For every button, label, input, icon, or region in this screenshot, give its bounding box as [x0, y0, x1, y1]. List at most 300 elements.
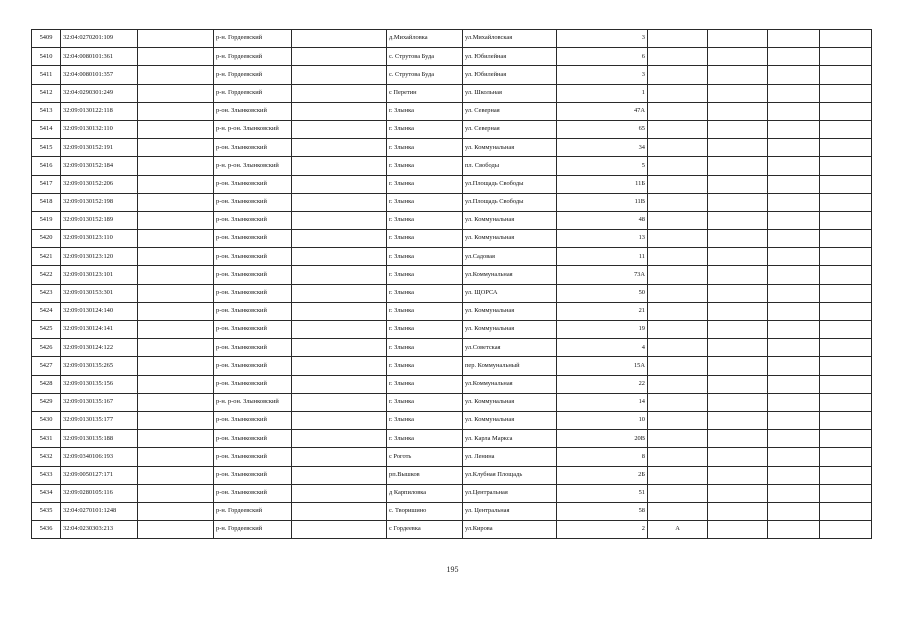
district-cell: р-он. Злынковский: [214, 211, 292, 229]
table-row: [32, 321, 872, 339]
district-cell: р-н. Гордеевский: [214, 48, 292, 66]
empty-cell: [292, 284, 387, 302]
building-letter-cell: [648, 120, 708, 138]
building-letter-cell: [648, 175, 708, 193]
cadastral-number-cell: 32:09:0130135:156: [61, 375, 138, 393]
cadastral-number-cell: 32:09:0130135:188: [61, 430, 138, 448]
empty-cell: [708, 102, 768, 120]
row-number-cell: 5434: [32, 484, 61, 502]
street-cell: ул. Коммунальная: [463, 321, 557, 339]
empty-cell: [820, 411, 872, 429]
cadastral-number-cell: 32:09:0280105:116: [61, 484, 138, 502]
locality-cell: с. Струтова Буда: [387, 48, 463, 66]
empty-cell: [138, 66, 214, 84]
registry-sheet: [31, 29, 871, 539]
empty-cell: [708, 48, 768, 66]
empty-cell: [292, 357, 387, 375]
empty-cell: [820, 230, 872, 248]
empty-cell: [708, 193, 768, 211]
row-number-cell: 5423: [32, 284, 61, 302]
table-row: [32, 193, 872, 211]
empty-cell: [820, 193, 872, 211]
empty-cell: [292, 248, 387, 266]
district-cell: р-он. Злынковский: [214, 248, 292, 266]
empty-cell: [292, 448, 387, 466]
row-number-cell: 5414: [32, 120, 61, 138]
row-number-cell: 5421: [32, 248, 61, 266]
row-number-cell: 5432: [32, 448, 61, 466]
empty-cell: [768, 48, 820, 66]
empty-cell: [768, 484, 820, 502]
empty-cell: [768, 284, 820, 302]
building-letter-cell: А: [648, 521, 708, 539]
empty-cell: [138, 139, 214, 157]
cadastral-number-cell: 32:09:0130122:118: [61, 102, 138, 120]
district-cell: р-он. Злынковский: [214, 102, 292, 120]
empty-cell: [708, 393, 768, 411]
empty-cell: [820, 466, 872, 484]
empty-cell: [820, 120, 872, 138]
cadastral-number-cell: 32:09:0130132:110: [61, 120, 138, 138]
empty-cell: [292, 30, 387, 48]
empty-cell: [768, 66, 820, 84]
empty-cell: [708, 484, 768, 502]
house-number-cell: 73А: [557, 266, 648, 284]
row-number-cell: 5424: [32, 302, 61, 320]
house-number-cell: 6: [557, 48, 648, 66]
district-cell: р-н. Гордеевский: [214, 66, 292, 84]
empty-cell: [138, 248, 214, 266]
empty-cell: [768, 448, 820, 466]
empty-cell: [708, 357, 768, 375]
empty-cell: [768, 375, 820, 393]
empty-cell: [768, 339, 820, 357]
table-row: [32, 430, 872, 448]
cadastral-number-cell: 32:04:0230303:213: [61, 521, 138, 539]
district-cell: р-он. Злынковский: [214, 175, 292, 193]
empty-cell: [138, 266, 214, 284]
empty-cell: [138, 321, 214, 339]
table-row: [32, 175, 872, 193]
building-letter-cell: [648, 393, 708, 411]
locality-cell: г. Злынка: [387, 230, 463, 248]
house-number-cell: 2: [557, 521, 648, 539]
empty-cell: [820, 211, 872, 229]
locality-cell: г. Злынка: [387, 321, 463, 339]
house-number-cell: 11Б: [557, 175, 648, 193]
table-row: [32, 48, 872, 66]
empty-cell: [292, 230, 387, 248]
empty-cell: [820, 157, 872, 175]
empty-cell: [768, 230, 820, 248]
district-cell: р-н. Гордеевский: [214, 30, 292, 48]
empty-cell: [292, 375, 387, 393]
empty-cell: [292, 430, 387, 448]
house-number-cell: 58: [557, 502, 648, 520]
empty-cell: [820, 139, 872, 157]
building-letter-cell: [648, 357, 708, 375]
row-number-cell: 5411: [32, 66, 61, 84]
row-number-cell: 5410: [32, 48, 61, 66]
locality-cell: г. Злынка: [387, 175, 463, 193]
empty-cell: [292, 139, 387, 157]
empty-cell: [138, 230, 214, 248]
house-number-cell: 3: [557, 30, 648, 48]
empty-cell: [292, 120, 387, 138]
street-cell: ул. Юбилейная: [463, 66, 557, 84]
locality-cell: г. Злынка: [387, 302, 463, 320]
locality-cell: г. Злынка: [387, 102, 463, 120]
row-number-cell: 5431: [32, 430, 61, 448]
table-row: [32, 302, 872, 320]
building-letter-cell: [648, 266, 708, 284]
empty-cell: [292, 48, 387, 66]
empty-cell: [820, 339, 872, 357]
district-cell: р-он. Злынковский: [214, 357, 292, 375]
row-number-cell: 5425: [32, 321, 61, 339]
table-row: [32, 466, 872, 484]
cadastral-number-cell: 32:09:0130152:191: [61, 139, 138, 157]
locality-cell: г. Злынка: [387, 193, 463, 211]
building-letter-cell: [648, 139, 708, 157]
empty-cell: [292, 466, 387, 484]
empty-cell: [768, 157, 820, 175]
building-letter-cell: [648, 66, 708, 84]
building-letter-cell: [648, 448, 708, 466]
table-row: [32, 211, 872, 229]
table-row: [32, 248, 872, 266]
table-row: [32, 102, 872, 120]
street-cell: пл. Свободы: [463, 157, 557, 175]
house-number-cell: 47А: [557, 102, 648, 120]
table-row: [32, 284, 872, 302]
empty-cell: [820, 175, 872, 193]
table-row: [32, 266, 872, 284]
empty-cell: [820, 102, 872, 120]
street-cell: ул. Карла Маркса: [463, 430, 557, 448]
street-cell: ул.Михайловская: [463, 30, 557, 48]
empty-cell: [138, 339, 214, 357]
empty-cell: [768, 430, 820, 448]
row-number-cell: 5427: [32, 357, 61, 375]
empty-cell: [138, 30, 214, 48]
locality-cell: с. Творишино: [387, 502, 463, 520]
house-number-cell: 4: [557, 339, 648, 357]
house-number-cell: 5: [557, 157, 648, 175]
building-letter-cell: [648, 484, 708, 502]
district-cell: р-н. р-он. Злынковский: [214, 120, 292, 138]
street-cell: ул. Коммунальная: [463, 211, 557, 229]
house-number-cell: 14: [557, 393, 648, 411]
street-cell: ул. Коммунальная: [463, 411, 557, 429]
building-letter-cell: [648, 193, 708, 211]
empty-cell: [768, 102, 820, 120]
house-number-cell: 1: [557, 84, 648, 102]
table-row: [32, 30, 872, 48]
table-row: [32, 393, 872, 411]
table-row: [32, 66, 872, 84]
empty-cell: [820, 248, 872, 266]
locality-cell: г. Злынка: [387, 411, 463, 429]
street-cell: ул.Советская: [463, 339, 557, 357]
locality-cell: г. Злынка: [387, 375, 463, 393]
empty-cell: [138, 375, 214, 393]
cadastral-number-cell: 32:09:0130123:110: [61, 230, 138, 248]
house-number-cell: 50: [557, 284, 648, 302]
table-row: [32, 448, 872, 466]
empty-cell: [768, 30, 820, 48]
empty-cell: [820, 448, 872, 466]
street-cell: ул. Центральная: [463, 502, 557, 520]
street-cell: ул.Садовая: [463, 248, 557, 266]
table-row: [32, 411, 872, 429]
locality-cell: г. Злынка: [387, 393, 463, 411]
empty-cell: [820, 302, 872, 320]
row-number-cell: 5416: [32, 157, 61, 175]
empty-cell: [768, 321, 820, 339]
street-cell: ул. Коммунальная: [463, 139, 557, 157]
street-cell: ул.Кирова: [463, 521, 557, 539]
building-letter-cell: [648, 302, 708, 320]
district-cell: р-он. Злынковский: [214, 321, 292, 339]
street-cell: ул.Коммунальная: [463, 266, 557, 284]
empty-cell: [138, 411, 214, 429]
cadastral-number-cell: 32:09:0050127:171: [61, 466, 138, 484]
page-number: 195: [446, 565, 459, 574]
empty-cell: [708, 502, 768, 520]
house-number-cell: 19: [557, 321, 648, 339]
house-number-cell: 21: [557, 302, 648, 320]
locality-cell: с Гордеевка: [387, 521, 463, 539]
empty-cell: [292, 521, 387, 539]
empty-cell: [708, 248, 768, 266]
locality-cell: г. Злынка: [387, 430, 463, 448]
row-number-cell: 5435: [32, 502, 61, 520]
locality-cell: г. Злынка: [387, 120, 463, 138]
row-number-cell: 5413: [32, 102, 61, 120]
empty-cell: [292, 321, 387, 339]
empty-cell: [820, 30, 872, 48]
cadastral-number-cell: 32:04:0080101:361: [61, 48, 138, 66]
cadastral-number-cell: 32:09:0130152:206: [61, 175, 138, 193]
empty-cell: [768, 502, 820, 520]
empty-cell: [708, 66, 768, 84]
empty-cell: [138, 466, 214, 484]
empty-cell: [820, 66, 872, 84]
locality-cell: г. Злынка: [387, 211, 463, 229]
house-number-cell: 2Б: [557, 466, 648, 484]
street-cell: ул. Северная: [463, 102, 557, 120]
empty-cell: [820, 375, 872, 393]
cadastral-number-cell: 32:09:0130124:141: [61, 321, 138, 339]
empty-cell: [708, 302, 768, 320]
empty-cell: [768, 193, 820, 211]
cadastral-number-cell: 32:09:0130152:198: [61, 193, 138, 211]
building-letter-cell: [648, 48, 708, 66]
empty-cell: [708, 430, 768, 448]
table-row: [32, 484, 872, 502]
empty-cell: [708, 266, 768, 284]
empty-cell: [768, 211, 820, 229]
row-number-cell: 5415: [32, 139, 61, 157]
empty-cell: [138, 157, 214, 175]
empty-cell: [820, 430, 872, 448]
empty-cell: [768, 393, 820, 411]
table-row: [32, 375, 872, 393]
empty-cell: [138, 48, 214, 66]
row-number-cell: 5429: [32, 393, 61, 411]
empty-cell: [708, 284, 768, 302]
building-letter-cell: [648, 430, 708, 448]
table-row: [32, 502, 872, 520]
street-cell: ул. Школьная: [463, 84, 557, 102]
table-row: [32, 230, 872, 248]
district-cell: р-он. Злынковский: [214, 139, 292, 157]
building-letter-cell: [648, 102, 708, 120]
district-cell: р-н. Гордеевский: [214, 502, 292, 520]
house-number-cell: 48: [557, 211, 648, 229]
empty-cell: [820, 521, 872, 539]
building-letter-cell: [648, 211, 708, 229]
building-letter-cell: [648, 30, 708, 48]
empty-cell: [138, 302, 214, 320]
district-cell: р-он. Злынковский: [214, 484, 292, 502]
table-row: [32, 120, 872, 138]
cadastral-number-cell: 32:09:0130135:177: [61, 411, 138, 429]
district-cell: р-он. Злынковский: [214, 193, 292, 211]
locality-cell: г. Злынка: [387, 357, 463, 375]
cadastral-number-cell: 32:09:0130123:120: [61, 248, 138, 266]
row-number-cell: 5409: [32, 30, 61, 48]
empty-cell: [708, 466, 768, 484]
empty-cell: [292, 484, 387, 502]
empty-cell: [768, 521, 820, 539]
district-cell: р-он. Злынковский: [214, 284, 292, 302]
empty-cell: [820, 84, 872, 102]
empty-cell: [138, 448, 214, 466]
street-cell: ул. Северная: [463, 120, 557, 138]
locality-cell: с Роготь: [387, 448, 463, 466]
district-cell: р-он. Злынковский: [214, 466, 292, 484]
empty-cell: [768, 466, 820, 484]
street-cell: ул.Площадь Свободы: [463, 193, 557, 211]
empty-cell: [292, 193, 387, 211]
house-number-cell: 10: [557, 411, 648, 429]
empty-cell: [708, 30, 768, 48]
locality-cell: д Карпиловка: [387, 484, 463, 502]
street-cell: ул. Юбилейная: [463, 48, 557, 66]
street-cell: ул.Площадь Свободы: [463, 175, 557, 193]
locality-cell: д.Михайловка: [387, 30, 463, 48]
house-number-cell: 15А: [557, 357, 648, 375]
empty-cell: [768, 357, 820, 375]
district-cell: р-он. Злынковский: [214, 302, 292, 320]
row-number-cell: 5422: [32, 266, 61, 284]
empty-cell: [292, 266, 387, 284]
district-cell: р-он. Злынковский: [214, 448, 292, 466]
row-number-cell: 5419: [32, 211, 61, 229]
cadastral-number-cell: 32:09:0340106:193: [61, 448, 138, 466]
street-cell: ул. Коммунальная: [463, 230, 557, 248]
empty-cell: [768, 84, 820, 102]
empty-cell: [292, 393, 387, 411]
empty-cell: [708, 84, 768, 102]
row-number-cell: 5420: [32, 230, 61, 248]
locality-cell: г. Злынка: [387, 339, 463, 357]
cadastral-number-cell: 32:09:0130153:301: [61, 284, 138, 302]
house-number-cell: 3: [557, 66, 648, 84]
house-number-cell: 11В: [557, 193, 648, 211]
building-letter-cell: [648, 321, 708, 339]
cadastral-number-cell: 32:04:0270101:1248: [61, 502, 138, 520]
empty-cell: [138, 175, 214, 193]
house-number-cell: 65: [557, 120, 648, 138]
empty-cell: [768, 175, 820, 193]
address-registry-table: [31, 29, 872, 539]
district-cell: р-он. Злынковский: [214, 375, 292, 393]
district-cell: р-он. Злынковский: [214, 230, 292, 248]
locality-cell: с. Струтова Буда: [387, 66, 463, 84]
table-row: [32, 157, 872, 175]
empty-cell: [292, 175, 387, 193]
empty-cell: [138, 120, 214, 138]
street-cell: пер. Коммунальный: [463, 357, 557, 375]
empty-cell: [138, 84, 214, 102]
district-cell: р-н. р-он. Злынковский: [214, 157, 292, 175]
empty-cell: [708, 321, 768, 339]
empty-cell: [138, 211, 214, 229]
row-number-cell: 5417: [32, 175, 61, 193]
empty-cell: [708, 448, 768, 466]
empty-cell: [138, 284, 214, 302]
district-cell: р-н. Гордеевский: [214, 521, 292, 539]
empty-cell: [292, 102, 387, 120]
empty-cell: [292, 411, 387, 429]
empty-cell: [292, 339, 387, 357]
locality-cell: г. Злынка: [387, 284, 463, 302]
empty-cell: [138, 102, 214, 120]
house-number-cell: 8: [557, 448, 648, 466]
empty-cell: [138, 430, 214, 448]
empty-cell: [820, 393, 872, 411]
empty-cell: [292, 66, 387, 84]
empty-cell: [708, 411, 768, 429]
cadastral-number-cell: 32:04:0290301:249: [61, 84, 138, 102]
street-cell: ул. Коммунальная: [463, 302, 557, 320]
cadastral-number-cell: 32:04:0080101:357: [61, 66, 138, 84]
house-number-cell: 11: [557, 248, 648, 266]
locality-cell: рп.Вышков: [387, 466, 463, 484]
empty-cell: [138, 521, 214, 539]
district-cell: р-он. Злынковский: [214, 411, 292, 429]
building-letter-cell: [648, 466, 708, 484]
district-cell: р-н. Гордеевский: [214, 84, 292, 102]
building-letter-cell: [648, 248, 708, 266]
building-letter-cell: [648, 502, 708, 520]
street-cell: ул.Клубная Площадь: [463, 466, 557, 484]
empty-cell: [138, 193, 214, 211]
empty-cell: [292, 302, 387, 320]
row-number-cell: 5428: [32, 375, 61, 393]
empty-cell: [768, 120, 820, 138]
empty-cell: [708, 175, 768, 193]
empty-cell: [820, 321, 872, 339]
empty-cell: [820, 48, 872, 66]
empty-cell: [768, 139, 820, 157]
locality-cell: г. Злынка: [387, 139, 463, 157]
locality-cell: г. Злынка: [387, 248, 463, 266]
row-number-cell: 5433: [32, 466, 61, 484]
